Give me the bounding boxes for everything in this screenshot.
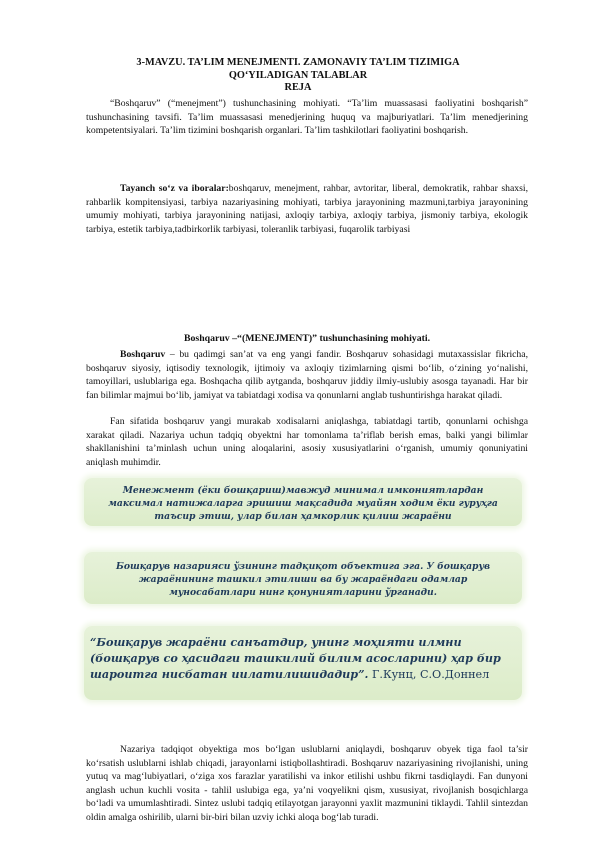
paragraph-1 (86, 348, 528, 402)
document-title (60, 57, 536, 95)
keywords-paragraph (86, 182, 528, 236)
plan-label: REJA (284, 82, 312, 93)
definition-box-2 (84, 552, 522, 604)
paragraph-1-lead: Boshqaruv (120, 349, 166, 360)
intro-paragraph: “Boshqaruv” (“menejment”) tushunchasining mohiyati. “Ta’lim muassasasi faoliyatini boshqarish” tushunchasining tavsifi. Ta’lim muassasasi menedjerining huquq va majburiyatlari. Ta’lim menedjerining kompetentsiyalari. Ta’lim tizimini boshqarish organlari. Ta’lim tashkilotlari faoliyatini boshqarish. (86, 98, 528, 136)
quote-box-text (84, 626, 522, 691)
section-heading: Boshqaruv –“(MENEJMENT)” tushunchasining mohiyati. (183, 333, 431, 344)
title-line-1: 3-MAVZU. TA’LIM MENEJMENTI. ZAMONAVIY TA’LIM TIZIMIGA (136, 57, 460, 68)
definition-box-1-text: Менежмент (ёки бошқариш)мавжуд минимал имкониятлардан максимал натижаларга эришиш мақсадида муайян ходим ёки гуруҳга таъсир этиш, улар билан ҳамкорлик қилиш жараёни (108, 485, 498, 522)
quote-author: Г.Кунц, С.О.Доннел (368, 668, 490, 681)
keywords-label: Tayanch so‘z va iboralar: (120, 183, 229, 194)
paragraph-1-text: – bu qadimgi san’at va eng yangi fandir. Boshqaruv sohasidagi mutaxassislar fikricha, boshqaruv siyosiy, iqtisodiy texnologik, ijtimoiy va axloqiy tizimlarning qismi bo‘lib, o‘zining yo‘nalishi, tamoyillari, uslublariga ega. Boshqacha qilib aytganda, boshqaruv jiddiy ilmiy-uslubiy asosga tayanadi. Har bir fan bilimlar majmui bo‘lib, jamiyat va tabiatdagi xodisa va qonunlarni anglab tushuntirishga harakat qiladi. (86, 349, 528, 401)
keywords-text: boshqaruv, menejment, rahbar, avtoritar, liberal, demokratik, rahbar shaxsi, rahbarlik kompitensiyasi, tarbiya nazariyasining mohiyati, tarbiya jarayonining mazmuni,tarbiya jarayonining umumiy mohiyati, tarbiya jarayonining natijasi, axloqiy tarbiya, axloqiy tarbiya, jismoniy tarbiya, ekologik tarbiya, estetik tarbiya,tadbirkorlik tarbiyasi, toleranlik tarbiyasi, fuqarolik tarbiyasi (86, 183, 528, 235)
paragraph-3: Nazariya tadqiqot obyektiga mos bo‘lgan uslublarni aniqlaydi, boshqaruv obyek tiga faol ta’sir ko‘rsatish uslublarni ishlab chiqadi, jarayonlarni istiqbollashtiradi. Boshqaruv nazariyasining rivojlanishi, uning yutuq va mag‘lubiyatlari, o‘ziga xos farazlar yaratilishi va inkor etilishi ushbu fikrni tasdiqlaydi. Fan dunyoni anglash uchun kuchli vosita - tahlil uslubiga ega, ya’ni voqyelikni qism, xususiyat, rivojlanish bosqichlarga bo‘ladi va umumlashtiradi. Sintez uslubi tadqiq etilayotgan jarayonni yaxlit mazmunini tiklaydi. Tahlil sintezdan oldin amalga oshirilib, ularni bir-biri bilan uzviy ichki aloqa bog‘lab turadi. (86, 744, 528, 823)
quote-box (84, 626, 522, 700)
paragraph-2: Fan sifatida boshqaruv yangi murakab xodisalarni aniqlashga, tabiatdagi tartib, qonunlarni ochishga xarakat qiladi. Nazariya uchun tadqiq obyektni har tomonlama ta’riflab berish emas, balki yangi bilimlar shakllanishini ta’minlash uchun uning aloqalarini, asosiy xususiyatlarini o‘rganish, umumiy qonuniyatini aniqlash muhimdir. (86, 416, 528, 468)
title-line-2: QO‘YILADIGAN TALABLAR (228, 69, 368, 81)
definition-box-1 (84, 478, 522, 526)
quote-text: “Бошқарув жараёни санъатдир, унинг моҳияти илмни (бошқарув со ҳасидаги ташкилий билим асосларини) ҳар бир шароитга нисбатан иилатилишидадир”. (90, 635, 501, 681)
definition-box-2-text: Бошқарув назарияси ўзининг тадқиқот объектига эга. У бошқарув жараёнининг ташкил этилиши ва бу жараёндаги одамлар муносабатлари нинг қонуниятларини ўрганади. (116, 561, 490, 598)
